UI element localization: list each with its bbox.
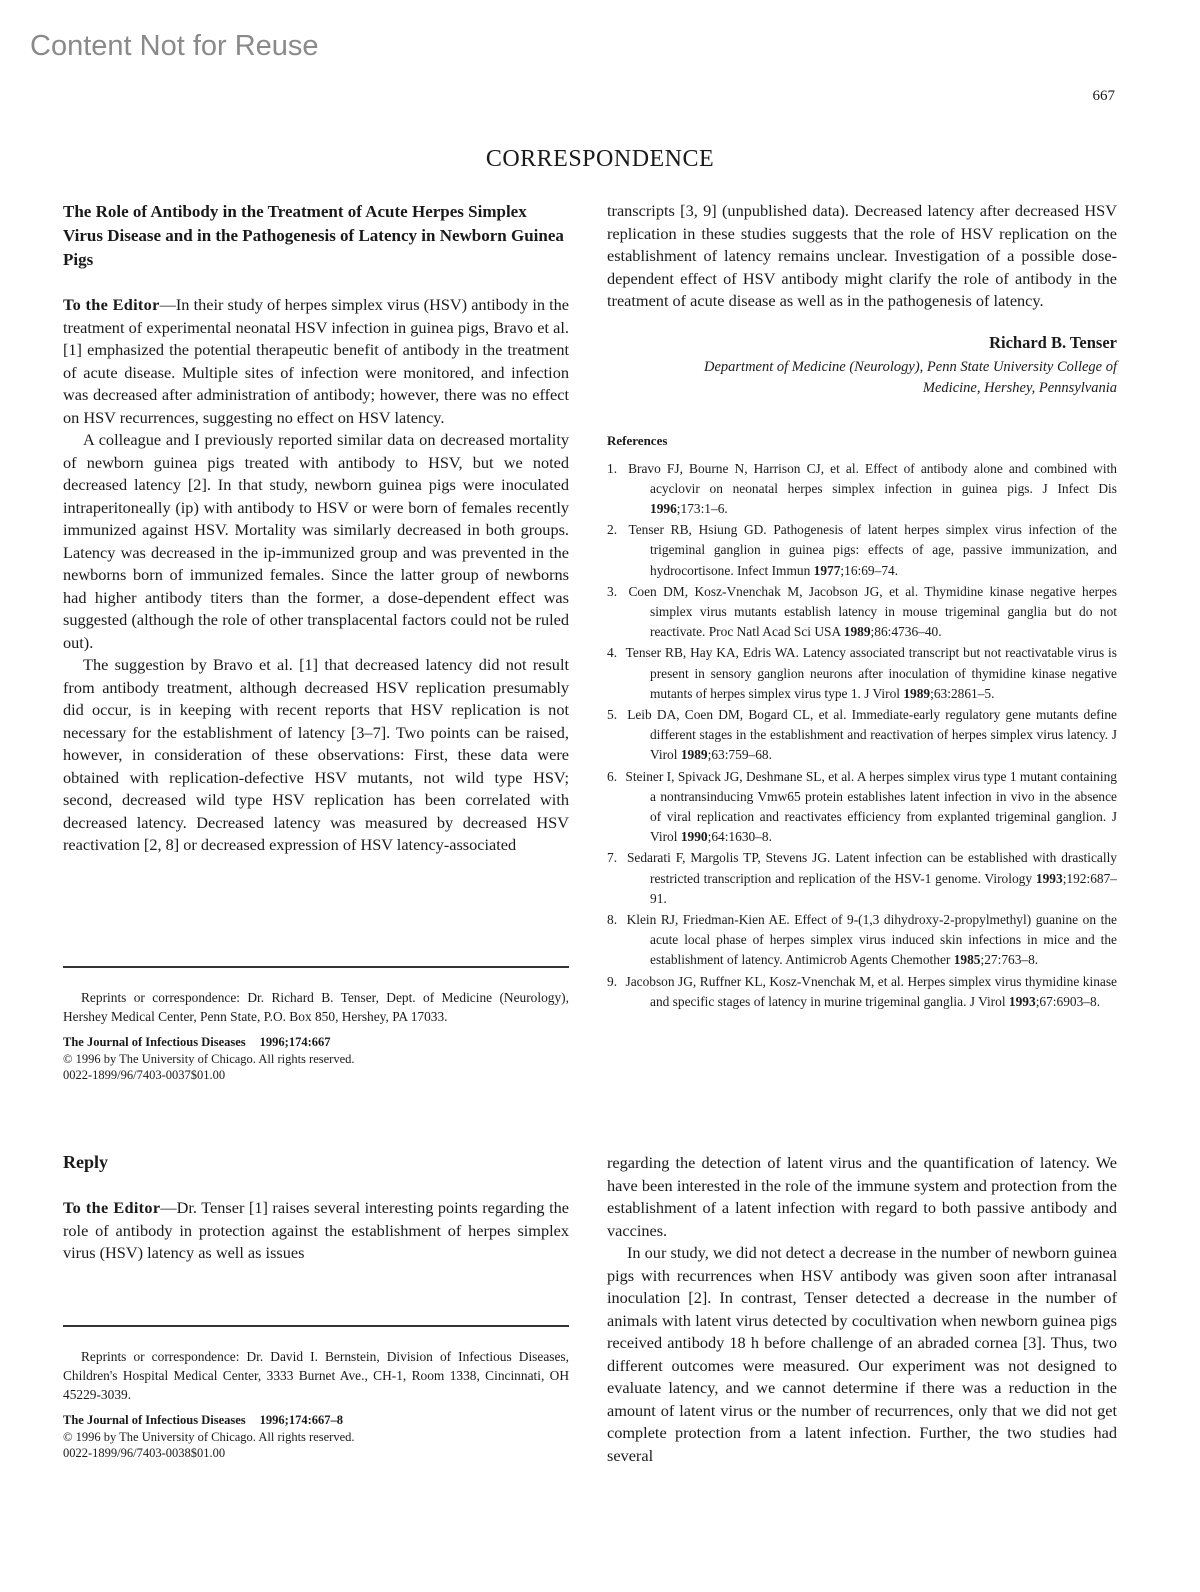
letter-affiliation: Department of Medicine (Neurology), Penn State University College of Medicine, Hershey, Pennsylvania xyxy=(703,358,1117,396)
letter-paragraph-4: transcripts [3, 9] (unpublished data). Decreased latency after decreased HSV replication in these studies suggests that the role of HSV replication on the establishment of latency remains unclear. Investigation of a possible dose-dependent effect of HSV antibody might clarify the role of antibody in the treatment of acute disease as well as in the pathogenesis of latency. xyxy=(607,201,1117,310)
section-heading: CORRESPONDENCE xyxy=(485,146,715,172)
reply-heading: Reply xyxy=(63,1152,108,1172)
reply-paragraph-3: In our study, we did not detect a decrease in the number of newborn guinea pigs with recurrences when HSV antibody was given soon after intranasal inoculation [2]. In contrast, Tenser detected a decrease in the number of animals with latent virus detected by cocultivation when newborn guinea pigs received antibody 18 h before challenge of an abraded cornea [3]. Thus, two different outcomes were measured. Our experiment was not designed to evaluate latency, and we cannot determine if there was a reduction in the amount of latent virus or the number of recurrences, only that we did not get complete protection from a latent infection. Further, the two studies had several xyxy=(607,1243,1117,1465)
letter-author: Richard B. Tenser xyxy=(989,332,1117,352)
reference-item: 5. Leib DA, Coen DM, Bogard CL, et al. Immediate-early regulatory gene mutants define different stages in the establishment and reactivation of herpes simplex virus latency. J Virol 1989;63:759–68. xyxy=(607,706,1117,763)
letter-footnote xyxy=(63,966,569,1083)
letter-reprints-note: Reprints or correspondence: Dr. Richard B. Tenser, Dept. of Medicine (Neurology), Hershey Medical Center, Penn State, P.O. Box 850, Hershey, PA 17033. xyxy=(63,990,569,1024)
footnote-divider xyxy=(63,1325,569,1327)
page-number: 667 xyxy=(1092,88,1115,104)
reply-copyright: © 1996 by The University of Chicago. All rights reserved. xyxy=(63,1430,355,1444)
watermark: Content Not for Reuse xyxy=(30,30,319,62)
reply-issn: 0022-1899/96/7403-0038$01.00 xyxy=(63,1446,226,1460)
reference-item: 7. Sedarati F, Margolis TP, Stevens JG. Latent infection can be established with drastically restricted transcription and replication of the HSV-1 genome. Virology 1993;192:687–91. xyxy=(607,850,1117,906)
reply-column xyxy=(63,1152,569,1265)
letter-title: The Role of Antibody in the Treatment of Acute Herpes Simplex Virus Disease and in the Pathogenesis of Latency in Newborn Guinea Pigs xyxy=(63,202,564,269)
references-heading: References xyxy=(607,432,668,448)
right-column xyxy=(607,200,1117,1013)
reply-reprints-note: Reprints or correspondence: Dr. David I. Bernstein, Division of Infectious Diseases, Children's Hospital Medical Center, 3333 Burnet Ave., CH-1, Room 1338, Cincinnati, OH 45229-3039. xyxy=(63,1349,569,1402)
letter-column xyxy=(63,200,569,857)
reply-footnote xyxy=(63,1325,569,1461)
references-list xyxy=(607,459,1117,1012)
reference-item: 3. Coen DM, Kosz-Vnenchak M, Jacobson JG, et al. Thymidine kinase negative herpes simplex virus mutants establish latency in mouse trigeminal ganglia but do not reactivate. Proc Natl Acad Sci USA 1989;86:4736–40. xyxy=(607,583,1117,640)
reply-paragraph-1: To the Editor—Dr. Tenser [1] raises several interesting points regarding the role of antibody in protection against the establishment of herpes simplex virus (HSV) latency as well as issues xyxy=(63,1198,569,1262)
reference-item: 9. Jacobson JG, Ruffner KL, Kosz-Vnenchak M, et al. Herpes simplex virus thymidine kinase and specific stages of latency in murine trigeminal ganglia. J Virol 1993;67:6903–8. xyxy=(607,973,1117,1009)
reference-item: 2. Tenser RB, Hsiung GD. Pathogenesis of latent herpes simplex virus infection of the trigeminal ganglion in guinea pigs: effects of age, passive immunization, and hydrocortisone. Infect Immun 1977;16:69–74. xyxy=(607,522,1118,578)
reference-item: 6. Steiner I, Spivack JG, Deshmane SL, et al. A herpes simplex virus type 1 mutant containing a nontransinducing Vmw65 protein establishes latent infection in vivo in the absence of viral replication and reactivates efficiency from explanted trigeminal ganglion. J Virol 1990;64:1630–8. xyxy=(607,768,1117,845)
reply-lead: To the Editor xyxy=(63,1198,161,1217)
reference-item: 1. Bravo FJ, Bourne N, Harrison CJ, et al. Effect of antibody alone and combined with acyclovir on neonatal herpes simplex infection in guinea pigs. J Infect Dis 1996;173:1–6. xyxy=(607,460,1117,516)
reply-right-column xyxy=(607,1152,1117,1467)
letter-lead: To the Editor xyxy=(63,295,160,314)
letter-paragraph-3: The suggestion by Bravo et al. [1] that decreased latency did not result from antibody treatment, although decreased HSV replication presumably did occur, is in keeping with recent reports that HSV replication is not necessary for the establishment of latency [3–7]. Two points can be raised, however, in consideration of these observations: First, these data were obtained with replication-defective HSV mutants, not wild type HSV; second, decreased wild type HSV replication has been correlated with decreased latency. Decreased latency was measured by decreased HSV reactivation [2, 8] or decreased expression of HSV latency-associated xyxy=(63,655,569,854)
letter-paragraph-1: To the Editor—In their study of herpes simplex virus (HSV) antibody in the treatment of experimental neonatal HSV infection in guinea pigs, Bravo et al. [1] emphasized the potential therapeutic benefit of antibody in the treatment of acute disease. Multiple sites of infection were monitored, and infection was decreased after administration of antibody; however, there was no effect on HSV recurrences, suggesting no effect on HSV latency. xyxy=(63,295,570,427)
reference-item: 8. Klein RJ, Friedman-Kien AE. Effect of 9-(1,3 dihydroxy-2-propylmethyl) guanine on the acute local phase of herpes simplex virus induced skin infections in mice and the establishment of latency. Antimicrob Agents Chemother 1985;27:763–8. xyxy=(607,911,1117,968)
reference-item: 4. Tenser RB, Hay KA, Edris WA. Latency associated transcript but not reactivatable virus is present in sensory ganglion neurons after inoculation of thymidine kinase negative mutants of herpes simplex virus type 1. J Virol 1989;63:2861–5. xyxy=(607,645,1117,701)
letter-copyright: © 1996 by The University of Chicago. All rights reserved. xyxy=(63,1052,355,1066)
letter-journal-citation: The Journal of Infectious Diseases 1996;174:667 xyxy=(63,1035,331,1049)
letter-paragraph-2: A colleague and I previously reported similar data on decreased mortality of newborn guinea pigs treated with antibody to HSV, but we noted decreased latency [2]. In that study, newborn guinea pigs were inoculated intraperitoneally (ip) with antibody to HSV or were born of females recently immunized against HSV. Mortality was similarly decreased in both groups. Latency was decreased in the ip-immunized group and was prevented in the newborns born of immunized females. Since the latter group of newborns had higher antibody titers than the former, a dose-dependent effect was suggested (although the role of other transplacental factors could not be ruled out). xyxy=(63,430,569,652)
reply-paragraph-2: regarding the detection of latent virus and the quantification of latency. We have been interested in the role of the immune system and protection from the establishment of a latent infection with regard to both passive antibody and vaccines. xyxy=(607,1153,1117,1240)
reply-journal-citation: The Journal of Infectious Diseases 1996;174:667–8 xyxy=(63,1413,343,1427)
footnote-divider xyxy=(63,966,569,968)
letter-issn: 0022-1899/96/7403-0037$01.00 xyxy=(63,1068,226,1082)
